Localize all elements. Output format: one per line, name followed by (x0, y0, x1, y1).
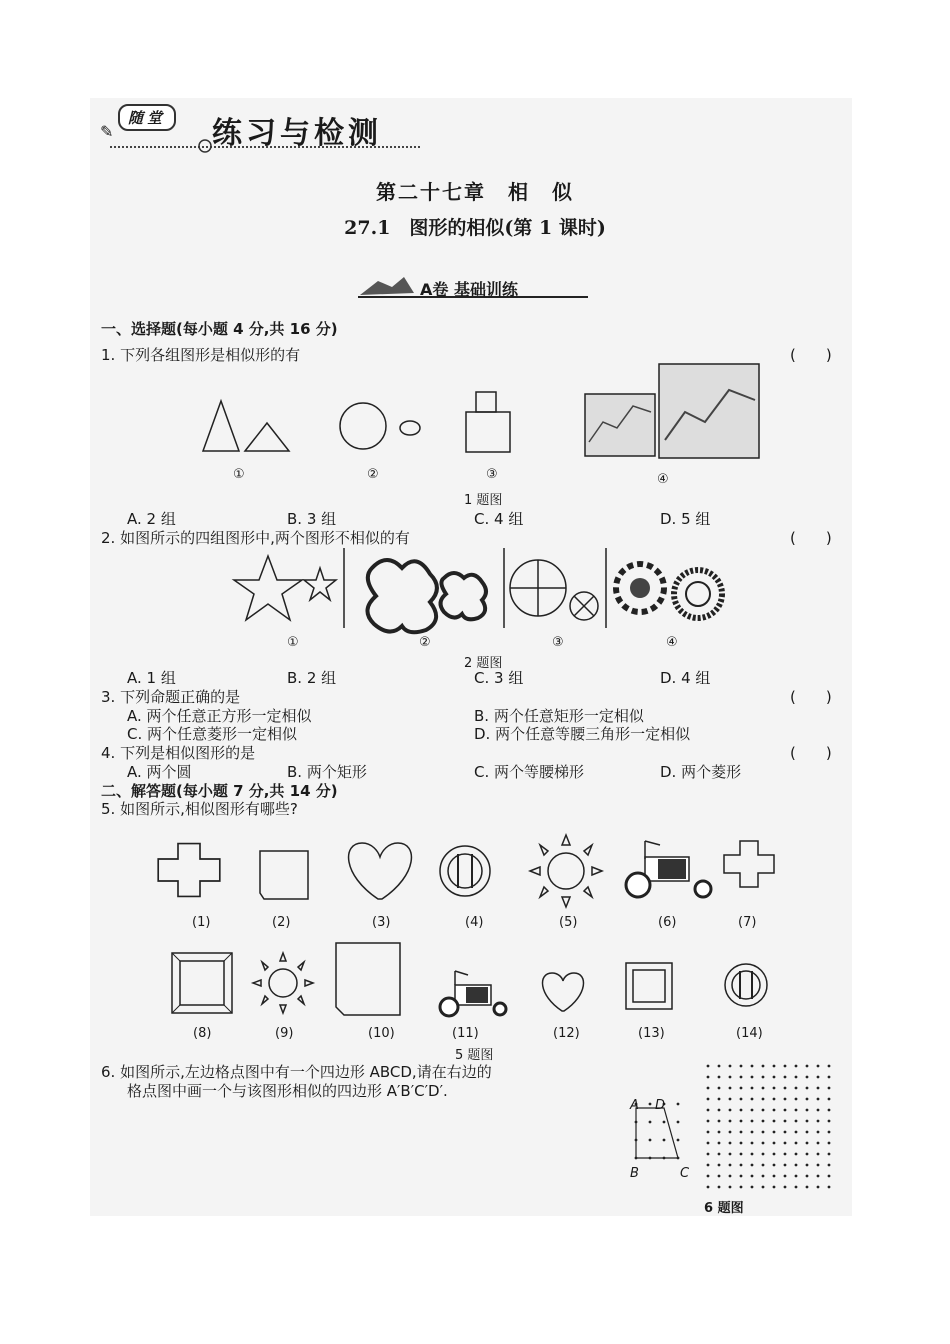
right-grid-dot (751, 1076, 754, 1079)
q5-label-10: (10) (368, 1026, 395, 1041)
left-grid-dot (663, 1121, 666, 1124)
right-grid-dot (707, 1164, 710, 1167)
right-grid-dot (751, 1164, 754, 1167)
right-grid-dot (806, 1153, 809, 1156)
right-grid-dot (817, 1076, 820, 1079)
right-grid-dot (718, 1131, 721, 1134)
q1-label-1: ① (233, 467, 245, 482)
q5-label-4: (4) (465, 915, 484, 930)
right-grid-dot (828, 1120, 831, 1123)
right-grid-dot (795, 1175, 798, 1178)
right-grid-dot (729, 1164, 732, 1167)
left-grid-dot (649, 1121, 652, 1124)
q5-label-9: (9) (275, 1026, 294, 1041)
right-grid-dot (795, 1109, 798, 1112)
right-grid-dot (817, 1065, 820, 1068)
q2-answer-blank[interactable]: ( ) (790, 529, 832, 547)
q1-figure-1 (195, 395, 295, 455)
right-grid-dot (707, 1120, 710, 1123)
q4-option-d[interactable]: D. 两个菱形 (660, 763, 742, 781)
right-grid-dot (707, 1186, 710, 1189)
q5-label-12: (12) (553, 1026, 580, 1041)
q5-label-7: (7) (738, 915, 757, 930)
right-grid-dot (718, 1164, 721, 1167)
right-grid-dot (762, 1076, 765, 1079)
right-grid-dot (795, 1186, 798, 1189)
right-grid-dot (806, 1164, 809, 1167)
right-grid-dot (729, 1065, 732, 1068)
right-grid-dot (784, 1109, 787, 1112)
right-grid-dot (707, 1076, 710, 1079)
lesson-title: 27.1 图形的相似(第 1 课时) (344, 217, 606, 239)
right-grid-dot (784, 1131, 787, 1134)
right-grid-dot (828, 1076, 831, 1079)
right-grid-dot (707, 1142, 710, 1145)
right-grid-dot (751, 1120, 754, 1123)
q6-point-b: B (630, 1166, 639, 1181)
quadrilateral-abcd (636, 1108, 678, 1158)
q1-label-2: ② (367, 467, 379, 482)
q5-caption: 5 题图 (455, 1048, 494, 1063)
right-grid-dot (718, 1087, 721, 1090)
right-grid-dot (707, 1131, 710, 1134)
q6-dot-grids[interactable] (612, 1064, 842, 1194)
q5-label-6: (6) (658, 915, 677, 930)
header-title: 练习与检测 (212, 116, 382, 151)
pen-icon: ✎ (100, 122, 114, 141)
right-grid-dot (751, 1186, 754, 1189)
q1-answer-blank[interactable]: ( ) (790, 346, 832, 364)
right-grid-dot (729, 1131, 732, 1134)
right-grid-dot (751, 1098, 754, 1101)
q5-stem: 5. 如图所示,相似图形有哪些? (101, 800, 298, 818)
right-grid-dot (718, 1109, 721, 1112)
q4-stem: 4. 下列是相似图形的是 (101, 744, 256, 762)
right-grid-dot (806, 1098, 809, 1101)
right-grid-dot (762, 1109, 765, 1112)
right-grid-dot (718, 1186, 721, 1189)
right-grid-dot (806, 1087, 809, 1090)
right-grid-dot (795, 1142, 798, 1145)
right-grid-dot (729, 1153, 732, 1156)
q4-answer-blank[interactable]: ( ) (790, 744, 832, 762)
q5-figures-row2 (150, 935, 790, 1025)
right-grid-dot (740, 1131, 743, 1134)
right-grid-dot (773, 1098, 776, 1101)
right-grid-dot (828, 1065, 831, 1068)
right-grid-dot (784, 1142, 787, 1145)
q5-label-1: (1) (192, 915, 211, 930)
right-grid-dot (740, 1098, 743, 1101)
right-grid-dot (762, 1186, 765, 1189)
right-grid-dot (751, 1153, 754, 1156)
chapter-title: 第二十七章 相 似 (376, 180, 574, 204)
part2-heading: 二、解答题(每小题 7 分,共 14 分) (101, 782, 338, 800)
right-grid-dot (729, 1142, 732, 1145)
q3-answer-blank[interactable]: ( ) (790, 688, 832, 706)
q5-label-5: (5) (559, 915, 578, 930)
right-grid-dot (784, 1065, 787, 1068)
right-grid-dot (718, 1098, 721, 1101)
q2-option-c[interactable]: C. 3 组 (474, 669, 524, 687)
right-grid-dot (729, 1098, 732, 1101)
right-grid-dot (773, 1120, 776, 1123)
right-grid-dot (740, 1087, 743, 1090)
right-grid-dot (762, 1120, 765, 1123)
right-grid-dot (751, 1175, 754, 1178)
banner-ornament-icon (195, 138, 215, 154)
right-grid-dot (707, 1087, 710, 1090)
q5-figures-row1 (150, 815, 770, 925)
right-grid-dot (718, 1142, 721, 1145)
q6-caption: 6 题图 (704, 1201, 744, 1216)
right-grid-dot (729, 1186, 732, 1189)
q2-caption: 2 题图 (464, 656, 503, 671)
q1-option-d[interactable]: D. 5 组 (660, 510, 711, 528)
q4-option-a[interactable]: A. 两个圆 (127, 763, 192, 781)
right-grid-dot (795, 1164, 798, 1167)
right-grid-dot (762, 1142, 765, 1145)
header-badge: 随堂 (118, 104, 176, 131)
right-grid-dot (817, 1087, 820, 1090)
right-grid-dot (806, 1076, 809, 1079)
right-grid-dot (817, 1098, 820, 1101)
q6-point-d: D (655, 1098, 666, 1113)
q1-figure-2 (335, 398, 435, 458)
right-grid-dot (828, 1153, 831, 1156)
right-grid-dot (751, 1109, 754, 1112)
header-divider (110, 146, 420, 148)
q1-stem: 1. 下列各组图形是相似形的有 (101, 346, 301, 364)
right-grid-dot (740, 1109, 743, 1112)
q1-label-3: ③ (486, 467, 498, 482)
right-grid-dot (762, 1131, 765, 1134)
right-grid-dot (740, 1164, 743, 1167)
right-grid-dot (806, 1109, 809, 1112)
right-grid-dot (762, 1153, 765, 1156)
right-grid-dot (718, 1153, 721, 1156)
right-grid-dot (729, 1087, 732, 1090)
right-grid-dot (707, 1065, 710, 1068)
q1-caption: 1 题图 (464, 493, 503, 508)
q3-stem: 3. 下列命题正确的是 (101, 688, 241, 706)
right-grid-dot (762, 1098, 765, 1101)
right-grid-dot (773, 1153, 776, 1156)
q3-option-d[interactable]: D. 两个任意等腰三角形一定相似 (474, 725, 691, 743)
q2-option-b[interactable]: B. 2 组 (287, 669, 337, 687)
right-grid-dot (806, 1131, 809, 1134)
section-label: A卷 基础训练 (420, 280, 518, 299)
right-grid-dot (729, 1120, 732, 1123)
right-grid-dot (773, 1186, 776, 1189)
q1-option-b[interactable]: B. 3 组 (287, 510, 337, 528)
right-grid-dot (806, 1065, 809, 1068)
right-grid-dot (828, 1098, 831, 1101)
q1-figure-3 (460, 386, 530, 456)
right-grid-dot (729, 1175, 732, 1178)
q5-label-11: (11) (452, 1026, 479, 1041)
right-grid-dot (718, 1175, 721, 1178)
right-grid-dot (806, 1142, 809, 1145)
right-grid-dot (784, 1087, 787, 1090)
right-grid-dot (817, 1153, 820, 1156)
right-grid-dot (828, 1109, 831, 1112)
right-grid-dot (817, 1131, 820, 1134)
right-grid-dot (718, 1076, 721, 1079)
left-grid-dot (677, 1139, 680, 1142)
q5-label-8: (8) (193, 1026, 212, 1041)
right-grid-dot (773, 1076, 776, 1079)
right-grid-dot (762, 1087, 765, 1090)
q5-label-14: (14) (736, 1026, 763, 1041)
q2-figures (232, 548, 712, 628)
right-grid-dot (707, 1109, 710, 1112)
right-grid-dot (740, 1175, 743, 1178)
left-grid-dot (649, 1139, 652, 1142)
right-grid-dot (784, 1186, 787, 1189)
right-grid-dot (828, 1186, 831, 1189)
right-grid-dot (795, 1065, 798, 1068)
q1-label-4: ④ (657, 472, 669, 487)
right-grid-dot (828, 1164, 831, 1167)
right-grid-dot (773, 1131, 776, 1134)
q5-label-13: (13) (638, 1026, 665, 1041)
right-grid-dot (795, 1131, 798, 1134)
q6-point-a: A (630, 1098, 639, 1113)
right-grid-dot (784, 1120, 787, 1123)
right-grid-dot (718, 1120, 721, 1123)
right-grid-dot (817, 1120, 820, 1123)
right-grid-dot (784, 1153, 787, 1156)
q3-option-c[interactable]: C. 两个任意菱形一定相似 (127, 725, 298, 743)
q2-label-2: ② (419, 635, 431, 650)
right-grid-dot (806, 1175, 809, 1178)
right-grid-dot (740, 1142, 743, 1145)
part1-heading: 一、选择题(每小题 4 分,共 16 分) (101, 320, 338, 338)
right-grid-dot (828, 1131, 831, 1134)
right-grid-dot (707, 1175, 710, 1178)
right-grid-dot (784, 1175, 787, 1178)
right-grid-dot (817, 1142, 820, 1145)
right-grid-dot (806, 1186, 809, 1189)
right-grid-dot (795, 1153, 798, 1156)
right-grid-dot (795, 1076, 798, 1079)
right-grid-dot (751, 1131, 754, 1134)
right-grid-dot (762, 1164, 765, 1167)
right-grid-dot (773, 1175, 776, 1178)
right-grid-dot (773, 1065, 776, 1068)
q5-label-3: (3) (372, 915, 391, 930)
q6-stem-line1: 6. 如图所示,左边格点图中有一个四边形 ABCD,请在右边的 (101, 1063, 492, 1081)
right-grid-dot (707, 1098, 710, 1101)
right-grid-dot (773, 1087, 776, 1090)
q1-figure-4 (583, 362, 763, 462)
right-grid-dot (740, 1065, 743, 1068)
q2-label-4: ④ (666, 635, 678, 650)
right-grid-dot (828, 1087, 831, 1090)
q2-label-1: ① (287, 635, 299, 650)
right-grid-dot (773, 1142, 776, 1145)
q2-option-d[interactable]: D. 4 组 (660, 669, 711, 687)
right-grid-dot (828, 1175, 831, 1178)
q2-stem: 2. 如图所示的四组图形中,两个图形不相似的有 (101, 529, 410, 547)
q4-option-b[interactable]: B. 两个矩形 (287, 763, 367, 781)
q6-point-c: C (680, 1166, 690, 1181)
right-grid-dot (740, 1153, 743, 1156)
q6-stem-line2: 格点图中画一个与该图形相似的四边形 A′B′C′D′. (127, 1082, 448, 1100)
q2-label-3: ③ (552, 635, 564, 650)
left-grid-dot (663, 1139, 666, 1142)
q1-option-c[interactable]: C. 4 组 (474, 510, 524, 528)
right-grid-dot (751, 1087, 754, 1090)
right-grid-dot (751, 1142, 754, 1145)
q3-option-a[interactable]: A. 两个任意正方形一定相似 (127, 707, 312, 725)
right-grid-dot (729, 1109, 732, 1112)
right-grid-dot (795, 1087, 798, 1090)
left-grid-dot (677, 1121, 680, 1124)
q5-label-2: (2) (272, 915, 291, 930)
right-grid-dot (707, 1153, 710, 1156)
right-grid-dot (795, 1098, 798, 1101)
right-grid-dot (762, 1065, 765, 1068)
left-grid-dot (649, 1103, 652, 1106)
q2-option-a[interactable]: A. 1 组 (127, 669, 176, 687)
right-grid-dot (740, 1120, 743, 1123)
right-grid-dot (784, 1164, 787, 1167)
right-grid-dot (773, 1109, 776, 1112)
right-grid-dot (740, 1076, 743, 1079)
right-grid-dot (817, 1175, 820, 1178)
q3-option-b[interactable]: B. 两个任意矩形一定相似 (474, 707, 644, 725)
right-grid-dot (806, 1120, 809, 1123)
right-grid-dot (828, 1142, 831, 1145)
right-grid-dot (718, 1065, 721, 1068)
right-grid-dot (762, 1175, 765, 1178)
q1-option-a[interactable]: A. 2 组 (127, 510, 176, 528)
right-grid-dot (751, 1065, 754, 1068)
right-grid-dot (784, 1098, 787, 1101)
right-grid-dot (817, 1109, 820, 1112)
right-grid-dot (784, 1076, 787, 1079)
right-grid-dot (795, 1120, 798, 1123)
left-grid-dot (677, 1103, 680, 1106)
right-grid-dot (773, 1164, 776, 1167)
q4-option-c[interactable]: C. 两个等腰梯形 (474, 763, 585, 781)
right-grid-dot (740, 1186, 743, 1189)
right-grid-dot (817, 1186, 820, 1189)
right-grid-dot (817, 1164, 820, 1167)
right-grid-dot (729, 1076, 732, 1079)
